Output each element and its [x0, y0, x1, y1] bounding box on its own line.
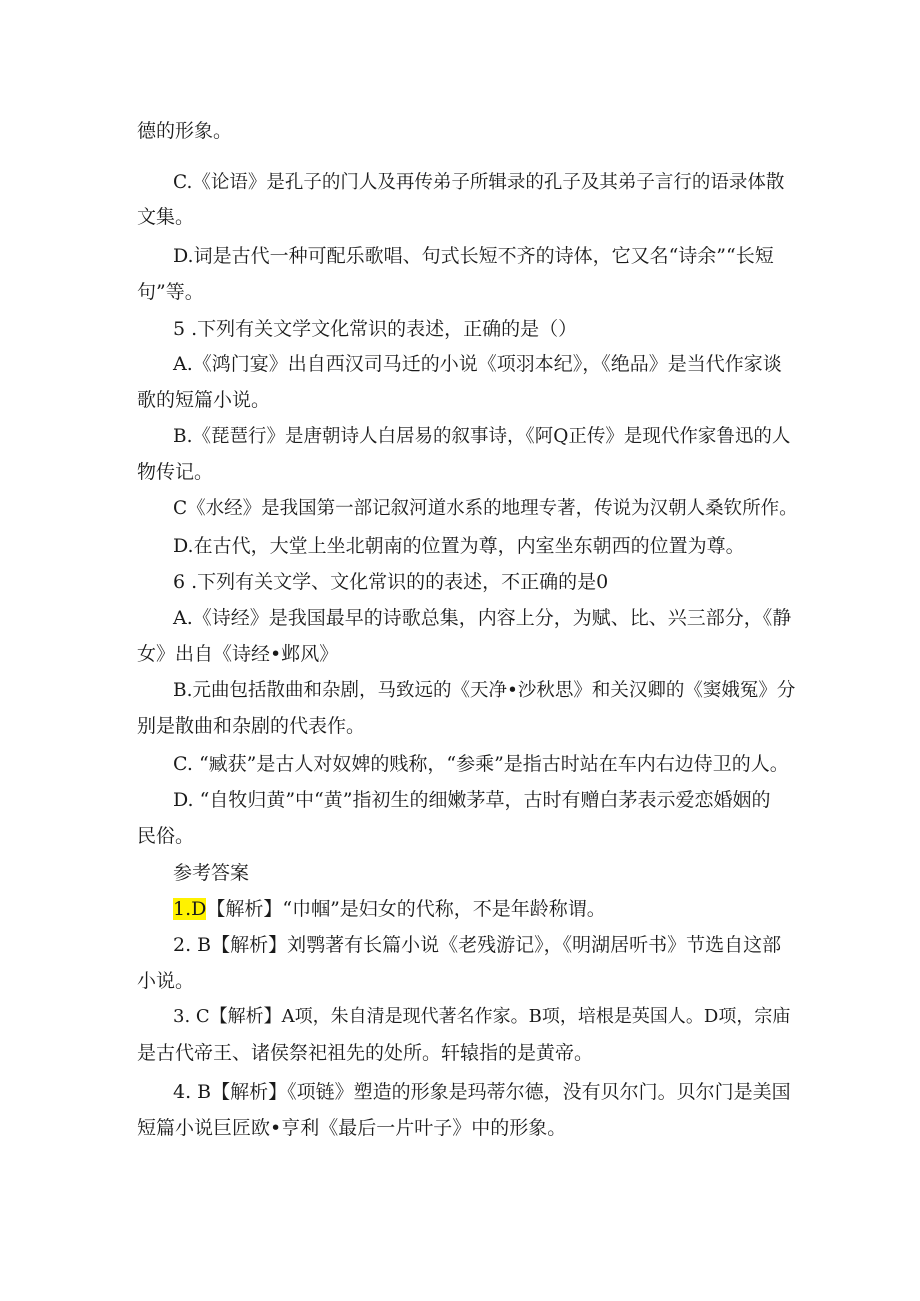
option-a-line: A.《鸿门宴》出自西汉司马迁的小说《项羽本纪》，《绝品》是当代作家谈	[173, 353, 782, 375]
text-line: 民俗。	[137, 825, 195, 847]
option-a-line: A.《诗经》是我国最早的诗歌总集，内容上分，为赋、比、兴三部分，《静	[173, 607, 792, 629]
text-line: 小说。	[137, 970, 195, 992]
option-d-line: D.在古代，大堂上坐北朝南的位置为尊，内室坐东朝西的位置为尊。	[173, 535, 745, 557]
text-line: 文集。	[137, 206, 195, 228]
option-b-line: B.《琵琶行》是唐朝诗人白居易的叙事诗，《阿Q正传》是现代作家鲁迅的人	[173, 426, 791, 447]
answer-4: 4. B【解析】《项链》塑造的形象是玛蒂尔德，没有贝尔门。贝尔门是美国	[173, 1081, 791, 1103]
text-line: 女》出自《诗经•邺风》	[137, 643, 339, 665]
highlighted-answer-number: 1.D	[173, 898, 207, 920]
option-c-line: C. “臧获”是古人对奴婢的贱称，“参乘”是指古时站在车内右边侍卫的人。	[173, 753, 789, 775]
answer-2: 2. B【解析】刘鹗著有长篇小说《老残游记》，《明湖居听书》节选自这部	[173, 934, 782, 956]
answer-3: 3. C【解析】A项，朱自清是现代著名作家。B项，培根是英国人。D项，宗庙	[173, 1006, 791, 1027]
text-line: 歌的短篇小说。	[137, 389, 271, 411]
option-d-line: D.词是古代一种可配乐歌唱、句式长短不齐的诗体，它又名“诗余”“长短	[173, 245, 774, 267]
answer-1	[173, 896, 606, 922]
option-c-line: C《水经》是我国第一部记叙河道水系的地理专著，传说为汉朝人桑钦所作。	[173, 498, 798, 519]
text-line: 句”等。	[137, 281, 204, 303]
text-line: 是古代帝王、诸侯祭祀祖先的处所。轩辕指的是黄帝。	[137, 1042, 594, 1064]
text-line: 短篇小说巨匠欧•亨利《最后一片叶子》中的形象。	[137, 1117, 567, 1139]
text-line: 物传记。	[137, 461, 214, 483]
text-line: 德的形象。	[137, 120, 233, 142]
answer-1-explanation: 【解析】“巾帼”是妇女的代称，不是年龄称谓。	[206, 898, 606, 920]
option-d-line: D. “自牧归黄”中“黄”指初生的细嫩茅草，古时有赠白茅表示爱恋婚姻的	[173, 789, 771, 811]
option-b-line: B.元曲包括散曲和杂剧，马致远的《天净•沙秋思》和关汉卿的《窦娥冤》分	[173, 680, 796, 701]
question-5: 5 .下列有关文学文化常识的表述，正确的是（）	[173, 318, 578, 340]
question-6: 6 .下列有关文学、文化常识的的表述，不正确的是0	[173, 571, 609, 593]
option-c-line: C.《论语》是孔子的门人及再传弟子所辑录的孔子及其弟子言行的语录体散	[173, 172, 785, 193]
answer-key-title: 参考答案	[173, 862, 250, 884]
text-line: 别是散曲和杂剧的代表作。	[137, 715, 366, 737]
